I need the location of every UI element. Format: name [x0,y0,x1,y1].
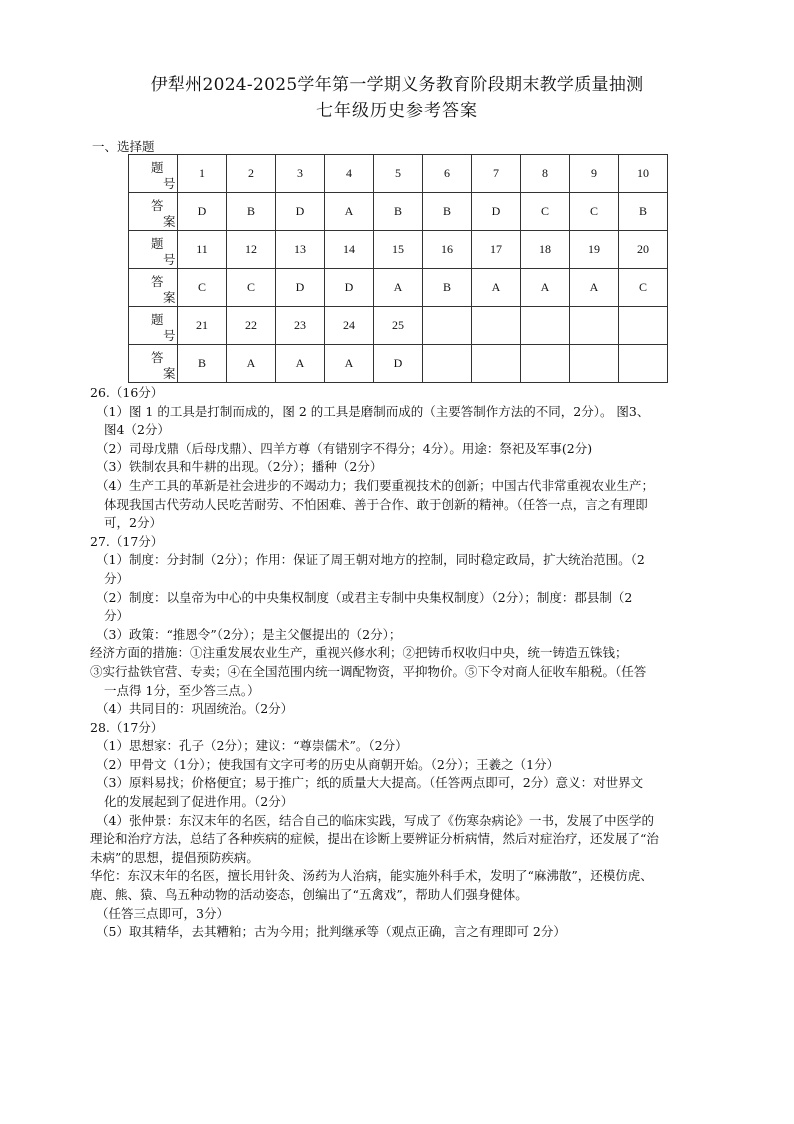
question-number-cell: 5 [374,155,423,193]
question-number-row [129,155,668,193]
answer-cell: B [227,193,276,231]
answer-cell: B [178,345,227,383]
q26-answer-1: （1）图 1 的工具是打制而成的，图 2 的工具是磨制而成的（主要答制作方法的不同，2分）。 图3、 [96,403,650,419]
q28-answer-4-hua-tuo-cont: 鹿、熊、猿、鸟五种动物的活动姿态，创编出了“五禽戏”，帮助人们强身健体。 [90,887,528,903]
row-header-char: 号 [163,253,176,267]
q28-answer-3-cont: 化的发展起到了促进作用。（2分） [104,794,294,810]
question-number-cell: 8 [521,155,570,193]
answer-cell [570,345,619,383]
question-number-cell: 22 [227,307,276,345]
question-number-cell: 2 [227,155,276,193]
question-number-cell: 20 [619,231,668,269]
answer-row [129,193,668,231]
q26-answer-4-cont2: 可，2分） [104,515,162,531]
question-number-cell: 1 [178,155,227,193]
question-number-cell [472,307,521,345]
answer-cell: A [276,345,325,383]
answer-body [90,384,730,942]
q27-answer-3-cont3: 一点得 1分，至少答三点。） [104,682,260,698]
answer-cell: D [325,269,374,307]
answer-cell: A [570,269,619,307]
question-number-cell: 25 [374,307,423,345]
q28-answer-4: （4）张仲景：东汉末年的名医，结合自己的临床实践，写成了《伤寒杂病论》一书，发展了中医学的 [96,812,654,828]
section-choice-label: 一、选择题 [92,139,155,154]
question-number-cell [521,307,570,345]
page-title: 伊犁州2024-2025学年第一学期义务教育阶段期末教学质量抽测 [150,75,644,95]
row-header-char: 答 [151,275,164,289]
answer-row [129,269,668,307]
answer-cell [423,345,472,383]
q27-answer-2-cont: 分） [104,608,130,624]
q28-answer-4-cont2: 未病”的思想，提倡预防疾病。 [90,849,259,865]
row-header-char: 号 [163,177,176,191]
question-number-row [129,231,668,269]
question-number-cell: 17 [472,231,521,269]
q26-answer-1-cont: 图4（2分） [104,422,170,438]
answer-cell: A [325,345,374,383]
q28-heading: 28.（17分） [90,719,164,735]
answer-row [129,345,668,383]
answer-cell: D [276,269,325,307]
question-number-cell [423,307,472,345]
answer-cell: C [521,193,570,231]
question-number-cell: 21 [178,307,227,345]
question-number-cell: 18 [521,231,570,269]
q26-answer-3: （3）铁制农具和牛耕的出现。（2分）；播种（2分） [96,459,383,475]
question-number-cell: 3 [276,155,325,193]
q27-answer-3-cont2: ③实行盐铁官营、专卖；④在全国范围内统一调配物资，平抑物价。⑤下令对商人征收车船税。（任答 [90,663,647,679]
row-header-char: 案 [163,367,176,381]
question-number-cell: 6 [423,155,472,193]
q26-answer-2: （2）司母戊鼎（后母戊鼎）、四羊方尊（有错别字不得分；4分）。用途：祭祀及军事(2分) [96,440,593,456]
question-number-cell: 4 [325,155,374,193]
row-header-char: 答 [151,351,164,365]
answer-cell: B [423,193,472,231]
q28-answer-4-cont: 理论和治疗方法，总结了各种疾病的症候，提出在诊断上要辨证分析病情，然后对症治疗，还发展了“治 [90,831,659,847]
answer-cell: B [619,193,668,231]
answer-cell: B [423,269,472,307]
answer-cell: C [227,269,276,307]
question-number-cell: 19 [570,231,619,269]
question-number-cell: 9 [570,155,619,193]
row-header-char: 答 [151,199,164,213]
answer-cell: D [276,193,325,231]
q27-answer-4: （4）共同目的：巩固统治。（2分） [96,701,294,717]
row-header-question [129,231,178,269]
row-header-char: 号 [163,329,176,343]
answer-cell: A [325,193,374,231]
question-number-cell: 14 [325,231,374,269]
q28-answer-2: （2）甲骨文（1分）；使我国有文字可考的历史从商朝开始。（2分）；王羲之（1分） [96,756,560,772]
question-number-cell: 11 [178,231,227,269]
q28-answer-3: （3）原料易找；价格便宜；易于推广；纸的质量大大提高。（任答两点即可，2分）意义：对世界文 [96,775,644,791]
answer-cell: A [374,269,423,307]
question-number-cell: 23 [276,307,325,345]
question-number-row [129,307,668,345]
question-number-cell [619,307,668,345]
answer-table [128,154,668,383]
answer-cell: C [570,193,619,231]
answer-cell: C [619,269,668,307]
answer-cell: D [472,193,521,231]
answer-cell: A [472,269,521,307]
answer-cell: B [374,193,423,231]
q28-answer-1: （1）思想家：孔子（2分）；建议：“尊崇儒术”。（2分） [96,738,408,754]
question-number-cell [570,307,619,345]
question-number-cell: 15 [374,231,423,269]
q27-answer-3: （3）政策：“推恩令”（2分）；是主父偃提出的（2分）； [96,626,402,642]
row-header-question [129,155,178,193]
question-number-cell: 16 [423,231,472,269]
row-header-answer [129,345,178,383]
row-header-question [129,307,178,345]
answer-cell: A [227,345,276,383]
question-number-cell: 24 [325,307,374,345]
answer-cell: C [178,269,227,307]
question-number-cell: 12 [227,231,276,269]
q28-answer-5: （5）取其精华，去其糟粕；古为今用；批判继承等（观点正确，言之有理即可 2分） [96,924,566,940]
q27-answer-2: （2）制度：以皇帝为中心的中央集权制度（或君主专制中央集权制度）（2分）；制度：郡县制（2 [96,589,633,605]
answer-cell [521,345,570,383]
q28-answer-4-hua-tuo: 华佗：东汉末年的名医，擅长用针灸、汤药为人治病，能实施外科手术，发明了“麻沸散”，还模仿虎、 [90,868,653,884]
question-number-cell: 7 [472,155,521,193]
q28-answer-4-note: （任答三点即可，3分） [96,905,229,921]
row-header-char: 题 [151,161,164,175]
answer-cell: D [374,345,423,383]
answer-cell [619,345,668,383]
q27-heading: 27.（17分） [90,533,164,549]
answer-cell: D [178,193,227,231]
answer-cell: A [521,269,570,307]
row-header-char: 案 [163,291,176,305]
q27-answer-1-cont: 分） [104,570,130,586]
answer-cell [472,345,521,383]
row-header-char: 题 [151,237,164,251]
q26-answer-4-cont: 体现我国古代劳动人民吃苦耐劳、不怕困难、善于合作、敢于创新的精神。（任答一点，言之有理即 [104,496,648,512]
page-subtitle: 七年级历史参考答案 [316,101,478,121]
question-number-cell: 13 [276,231,325,269]
q27-answer-3-cont: 经济方面的措施：①注重发展农业生产，重视兴修水利；②把铸币权收归中央，统一铸造五铢钱； [90,645,628,661]
row-header-char: 案 [163,215,176,229]
q26-heading: 26.（16分） [90,385,164,400]
row-header-answer [129,269,178,307]
row-header-answer [129,193,178,231]
question-number-cell: 10 [619,155,668,193]
q27-answer-1: （1）制度：分封制（2分）；作用：保证了周王朝对地方的控制，同时稳定政局，扩大统治范围。（2 [96,552,645,568]
row-header-char: 题 [151,313,164,327]
q26-answer-4: （4）生产工具的革新是社会进步的不竭动力；我们要重视技术的创新；中国古代非常重视农业生产； [96,477,654,493]
